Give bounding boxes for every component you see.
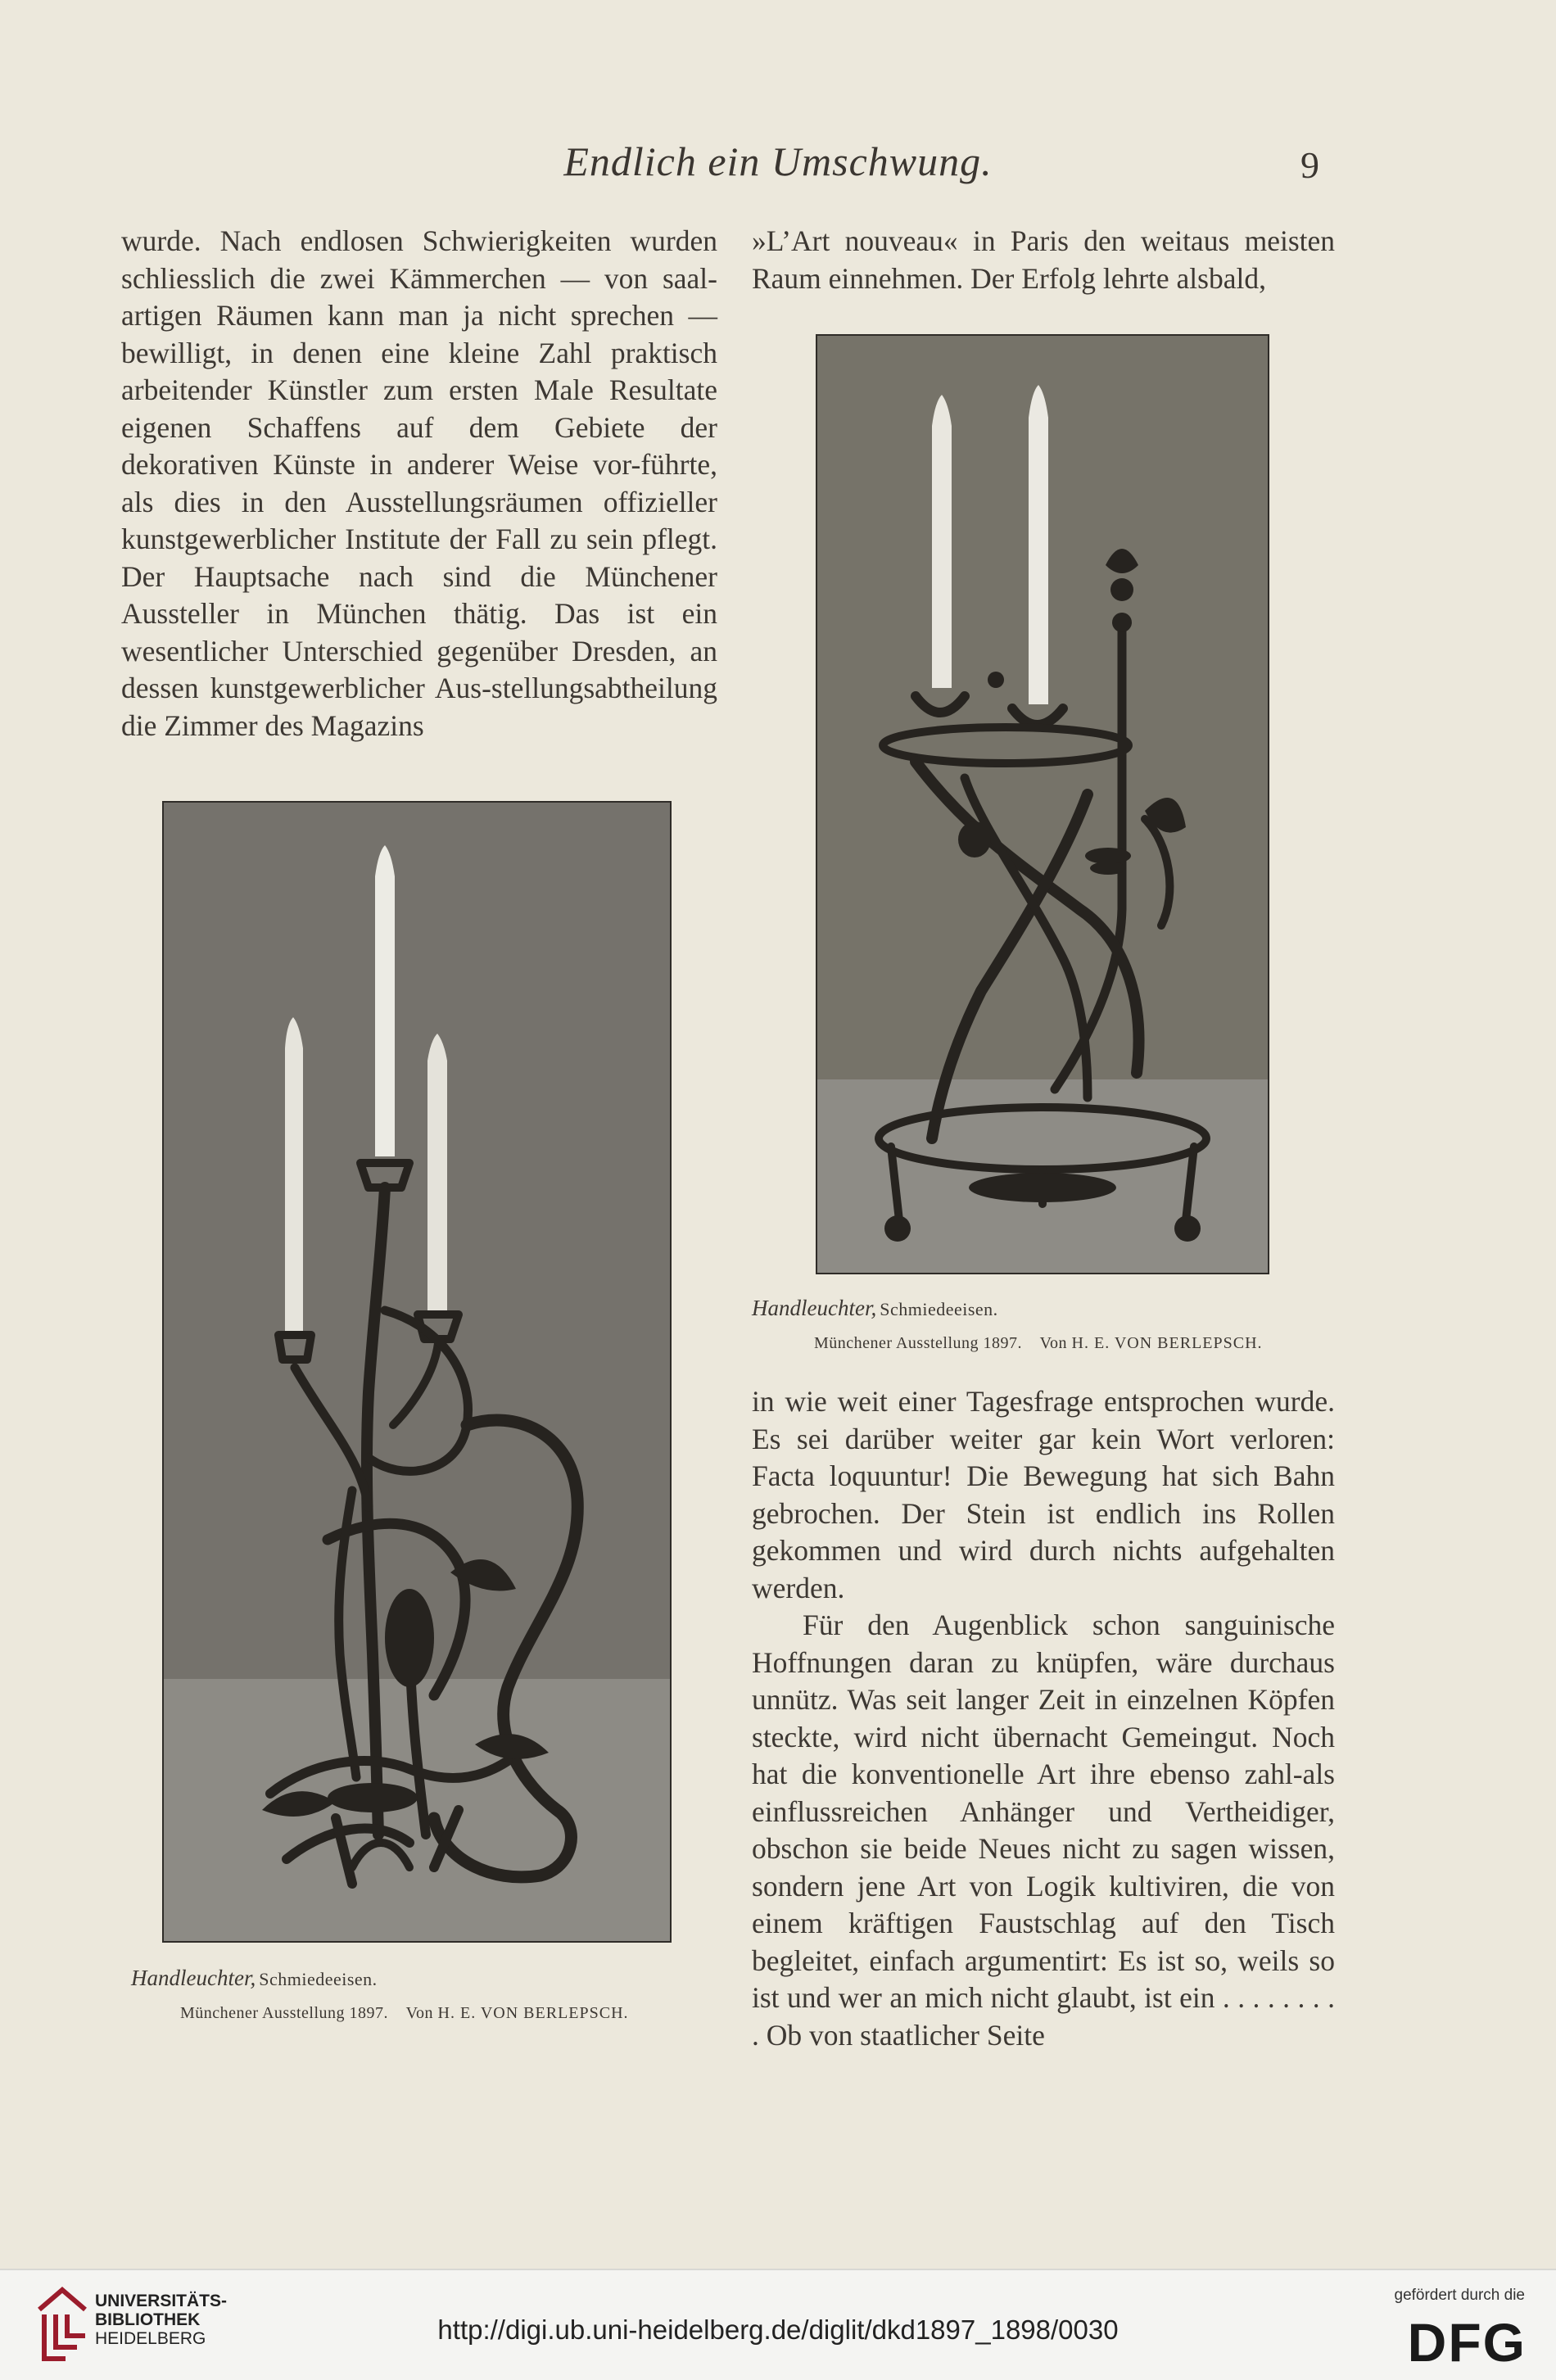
- caption-left-exhibition: Münchener Ausstellung 1897.: [180, 2004, 389, 2022]
- running-title: Endlich ein Umschwung.: [563, 138, 993, 184]
- page-number: 9: [1300, 144, 1319, 186]
- caption-right-title: Handleuchter,: [752, 1296, 877, 1320]
- caption-left-material: Schmiedeeisen.: [259, 1969, 378, 1989]
- right-column-paragraph-2: Für den Augenblick schon sanguinische Hoffnungen daran zu knüpfen, wäre durchaus unnütz. Was seit langer Zeit in einzelnen Köpfen steckte, wird nicht übernacht Gemeingut. Noch hat die konventionelle Art ihre ebenso zahl-als einflussreichen Anhänger und Vertheidiger, obschon sie beide Neues nicht zu sagen wissen, sondern jene Art von Logik kultiviren, die von einem kräftigen Faustschlag auf den Tisch begleitet, einfach argumentirt: Es ist so, weils so ist und wer an mich nicht glaubt, ist ein . . . . . . . . . Ob von staatlicher Seite: [752, 1609, 1335, 2052]
- right-text-column-bottom: [752, 1383, 1335, 2054]
- funded-by-label: gefördert durch die: [1394, 2287, 1525, 2304]
- caption-left-artist: H. E. VON BERLEPSCH.: [437, 2004, 629, 2022]
- caption-right-artist: H. E. VON BERLEPSCH.: [1071, 1334, 1263, 1352]
- library-name-line3: HEIDELBERG: [95, 2329, 206, 2348]
- caption-left-photo: [131, 1966, 721, 2023]
- permalink-url[interactable]: http://digi.ub.uni-heidelberg.de/diglit/dkd1897_1898/0030: [437, 2314, 1119, 2345]
- candlestick-photo-right: [816, 334, 1269, 1274]
- left-text-column: [121, 223, 717, 744]
- library-name-line2: BIBLIOTHEK: [95, 2310, 201, 2329]
- right-column-paragraph-1: in wie weit einer Tagesfrage entsprochen wurde. Es sei darüber weiter gar kein Wort verloren: Facta loquuntur! Die Bewegung hat sich Bahn gebrochen. Der Stein ist endlich ins Rollen gekommen und wird durch nichts aufgehalten werden.: [752, 1385, 1335, 1604]
- caption-left-von: Von: [405, 2004, 434, 2022]
- dfg-logo: DFG: [1407, 2312, 1527, 2373]
- library-name-line1: UNIVERSITÄTS-: [95, 2292, 228, 2310]
- caption-right-photo: [752, 1296, 1341, 1353]
- candlestick-photo-left: [162, 801, 672, 1943]
- caption-right-material: Schmiedeeisen.: [880, 1299, 998, 1319]
- right-text-column-top: [752, 223, 1335, 297]
- caption-right-von: Von: [1039, 1334, 1068, 1352]
- left-column-paragraph: wurde. Nach endlosen Schwierigkeiten wurden schliesslich die zwei Kämmerchen — von saal-artigen Räumen kann man ja nicht sprechen — bewilligt, in denen eine kleine Zahl praktisch arbeitender Künstler zum ersten Male Resultate eigenen Schaffens auf dem Gebiete der dekorativen Künste in anderer Weise vor-führte, als dies in den Ausstellungsräumen offizieller kunstgewerblicher Institute der Fall zu sein pflegt. Der Hauptsache nach sind die Münchener Aussteller in München thätig. Das ist ein wesentlicher Unterschied gegenüber Dresden, an dessen kunstgewerblicher Aus-stellungsabtheilung die Zimmer des Magazins: [121, 224, 717, 742]
- caption-left-title: Handleuchter,: [131, 1966, 256, 1990]
- caption-right-exhibition: Münchener Ausstellung 1897.: [814, 1334, 1023, 1352]
- right-column-top-paragraph: »L’Art nouveau« in Paris den weitaus meisten Raum einnehmen. Der Erfolg lehrte alsbald,: [752, 224, 1335, 295]
